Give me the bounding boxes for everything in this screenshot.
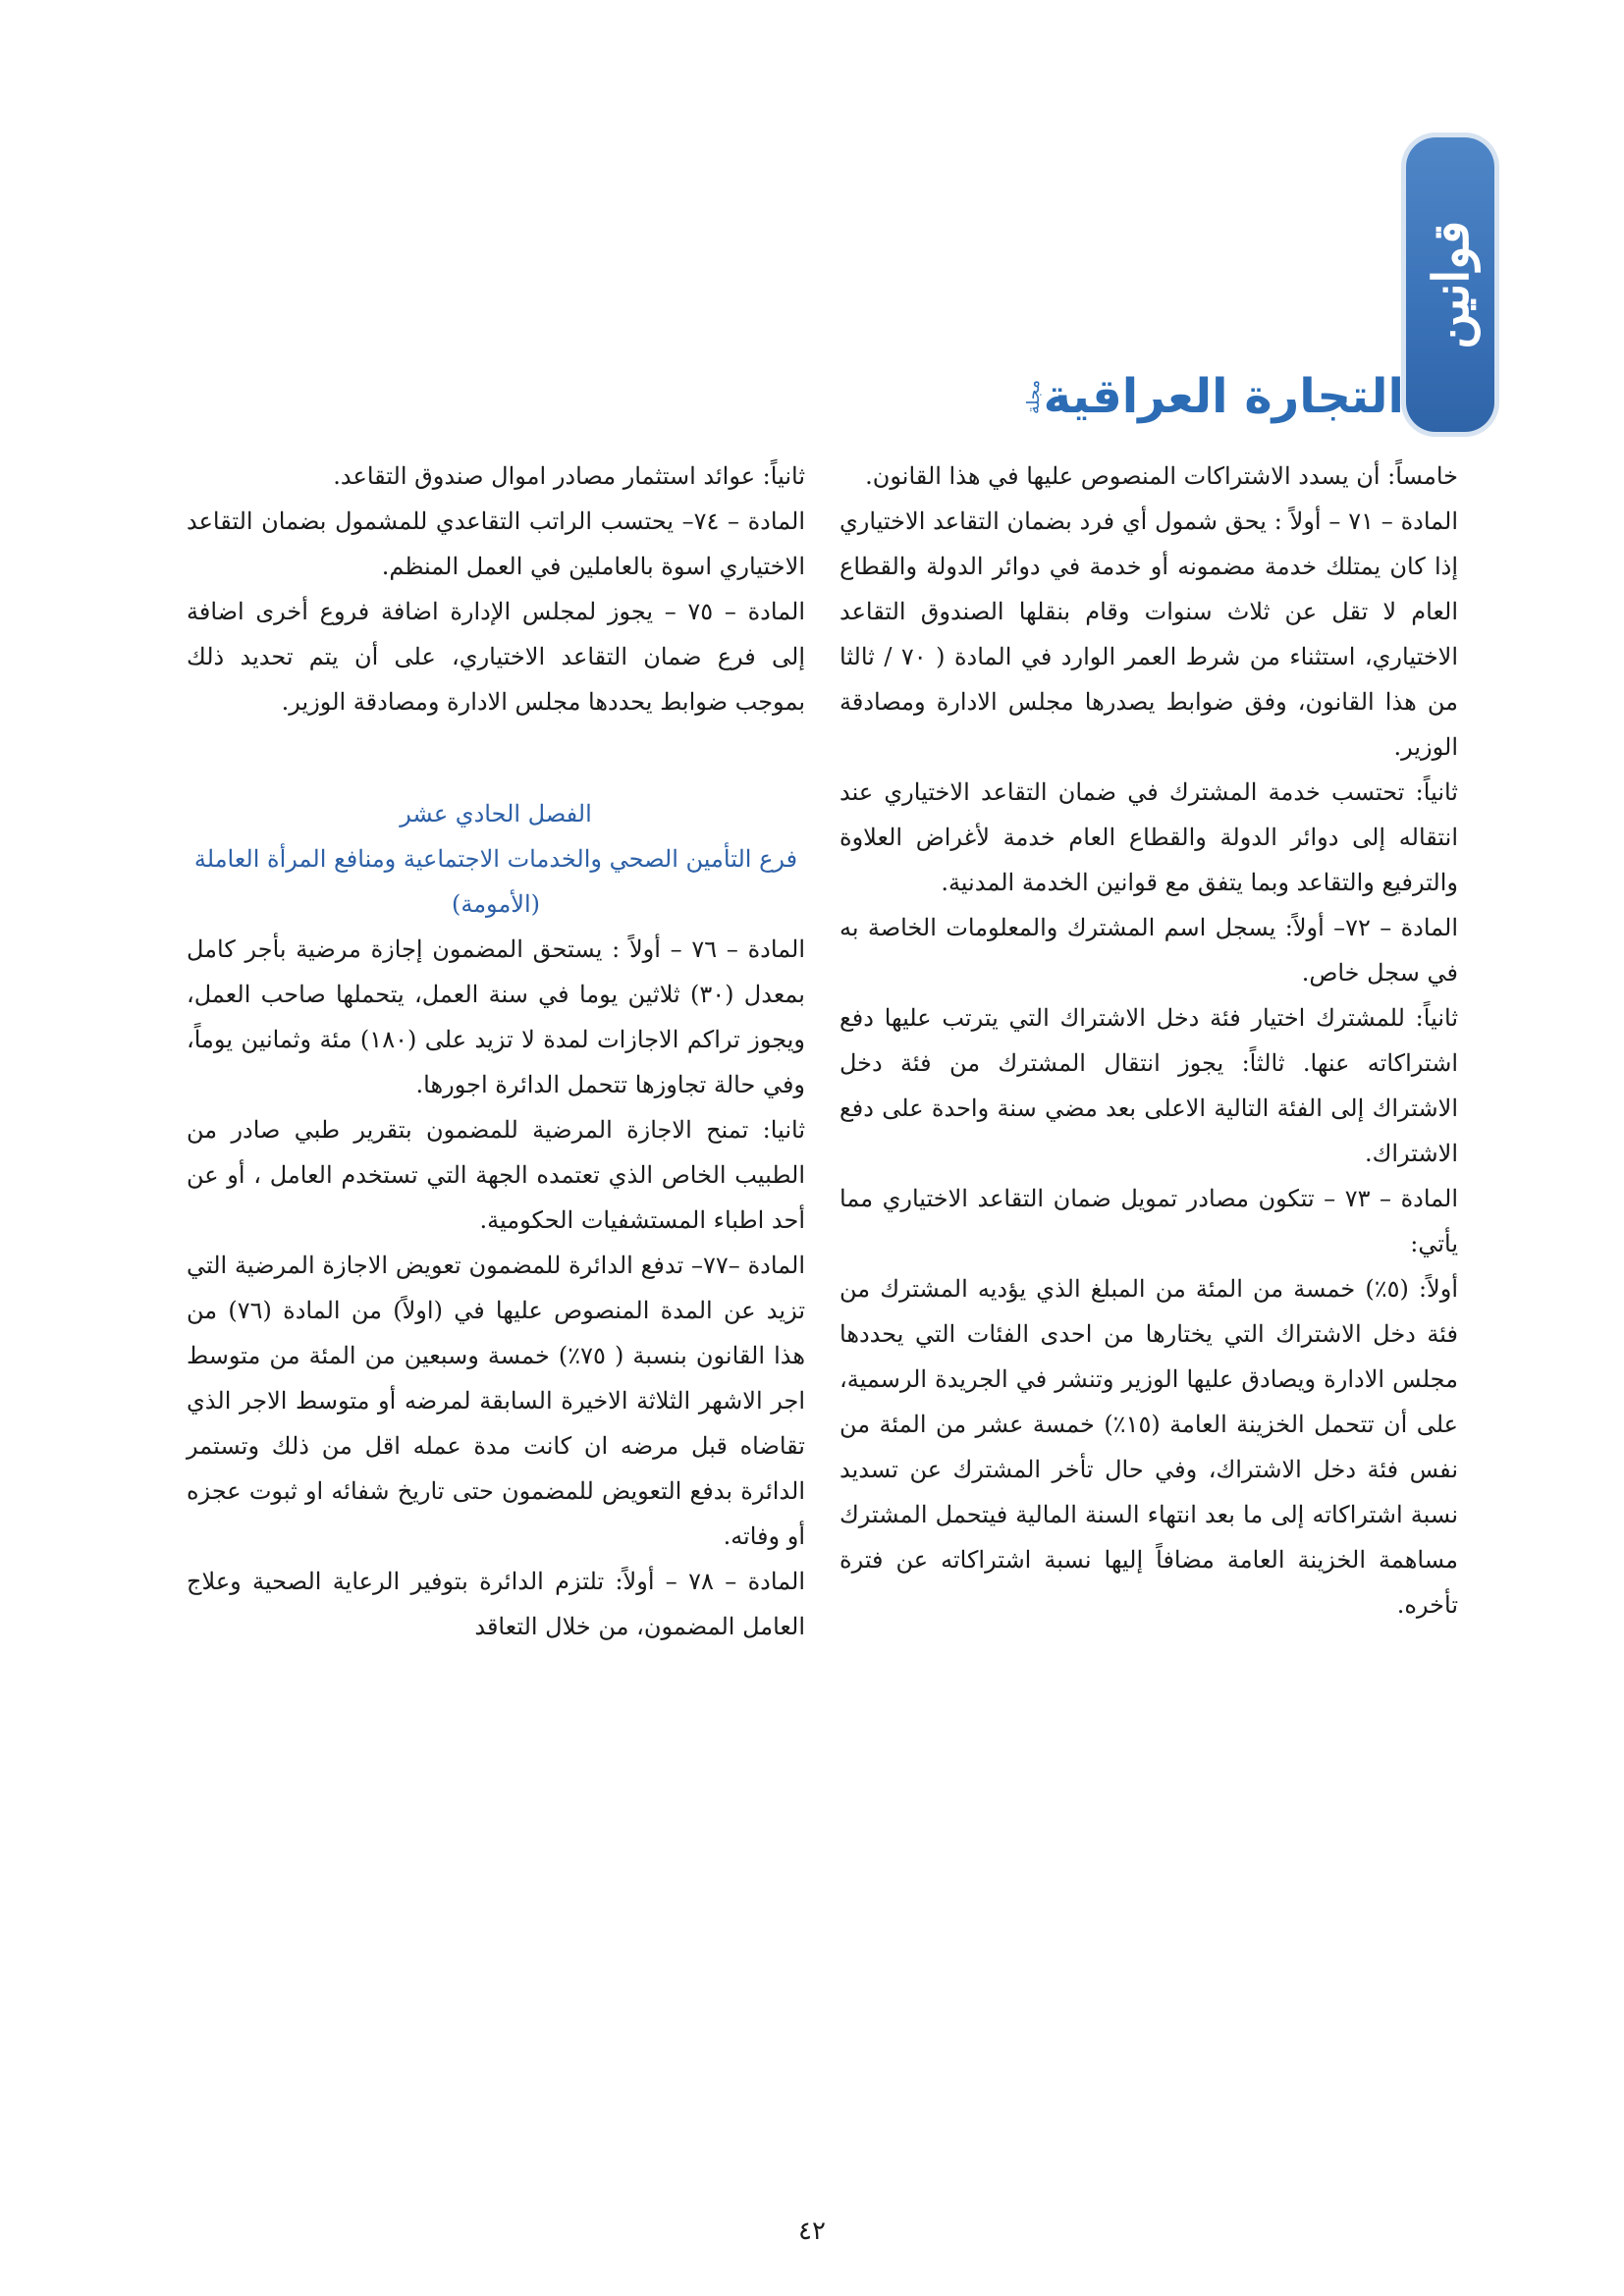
section-tab [1406, 137, 1494, 432]
paragraph: المادة – ٧٣ – تتكون مصادر تمويل ضمان التقاعد الاختياري مما يأتي: [839, 1185, 1458, 1257]
chapter-title: الفصل الحادي عشر [400, 800, 592, 828]
paragraph: خامساً: أن يسدد الاشتراكات المنصوص عليها في هذا القانون. [865, 462, 1458, 490]
page-number: ٤٢ [798, 2216, 826, 2246]
chapter-subtitle: فرع التأمين الصحي والخدمات الاجتماعية ومنافع المرأة العاملة (الأمومة) [193, 845, 798, 918]
paragraph: أولاً: (٥٪) خمسة من المئة من المبلغ الذي يؤديه المشترك من فئة دخل الاشتراك التي يختارها من احدى الفئات التي يحددها مجلس الادارة ويصادق عليها الوزير وتنشر في الجريدة الرسمية، على أن تتحمل الخزينة العامة (١٥٪) خمسة عشر من المئة من نفس فئة دخل الاشتراك، وفي حال تأخر المشترك عن تسديد نسبة اشتراكاته إلى ما بعد انتهاء السنة المالية فيتحمل المشترك مساهمة الخزينة العامة مضافاً إليها نسبة اشتراكاته عن فترة تأخره. [839, 1275, 1459, 1619]
magazine-logo [1023, 342, 1404, 424]
paragraph: المادة – ٧٦ – أولاً : يستحق المضمون إجازة مرضية بأجر كامل بمعدل (٣٠) ثلاثين يوما في سنة العمل، يتحملها صاحب العمل، ويجوز تراكم الاجازات لمدة لا تزيد على (١٨٠) مئة وثمانين يوماً، وفي حالة تجاوزها تتحمل الدائرة اجورها. [187, 935, 806, 1098]
paragraph: ثانيا: تمنح الاجازة المرضية للمضمون بتقرير طبي صادر من الطبيب الخاص الذي تعتمده الجهة التي تستخدم العامل ، أو عن أحد اطباء المستشفيات الحكومية. [187, 1116, 805, 1234]
paragraph: المادة –٧٧– تدفع الدائرة للمضمون تعويض الاجازة المرضية التي تزيد عن المدة المنصوص عليها في (اولاً) من المادة (٧٦) من هذا القانون بنسبة ( ٧٥٪) خمسة وسبعين من المئة من متوسط اجر الاشهر الثلاثة الاخيرة السابقة لمرضه أو متوسط الاجر الذي تقاضاه قبل مرضه ان كانت مدة عمله اقل من ذلك وتستمر الدائرة بدفع التعويض للمضمون حتى تاريخ شفائه او ثبوت عجزه أو وفاته. [187, 1252, 806, 1550]
paragraph: المادة – ٧٥ – يجوز لمجلس الإدارة اضافة فروع أخرى اضافة إلى فرع ضمان التقاعد الاختياري، على أن يتم تحديد ذلك بموجب ضوابط يحددها مجلس الادارة ومصادقة الوزير. [187, 598, 806, 716]
logo-small-text: مجلة [1023, 380, 1044, 414]
paragraph: المادة – ٧٨ – أولاً: تلتزم الدائرة بتوفير الرعاية الصحية وعلاج العامل المضمون، من خلال التعاقد [187, 1568, 805, 1640]
logo-main-text: التجارة العراقية [1043, 369, 1404, 424]
right-column [839, 454, 1458, 1628]
left-column [187, 454, 805, 1649]
paragraph: ثانياً: عوائد استثمار مصادر اموال صندوق التقاعد. [333, 462, 805, 490]
paragraph: المادة – ٧١ – أولاً : يحق شمول أي فرد بضمان التقاعد الاختياري إذا كان يمتلك خدمة مضمونه أو خدمة في دوائر الدولة والقطاع العام لا تقل عن ثلاث سنوات وقام بنقلها الصندوق التقاعد الاختياري، استثناء من شرط العمر الوارد في المادة ( ٧٠ / ثالثا من هذا القانون، وفق ضوابط يصدرها مجلس الادارة ومصادقة الوزير. [839, 507, 1459, 761]
paragraph: المادة – ٧٢– أولاً: يسجل اسم المشترك والمعلومات الخاصة به في سجل خاص. [839, 914, 1459, 987]
section-tab-label: قوانين [1421, 220, 1480, 349]
paragraph: ثانياً: تحتسب خدمة المشترك في ضمان التقاعد الاختياري عند انتقاله إلى دوائر الدولة والقطاع العام خدمة لأغراض العلاوة والترفيع والتقاعد وبما يتفق مع قوانين الخدمة المدنية. [839, 778, 1458, 896]
paragraph: ثانياً: للمشترك اختيار فئة دخل الاشتراك التي يترتب عليها دفع اشتراكاته عنها. ثالثاً: يجوز انتقال المشترك من فئة دخل الاشتراك إلى الفئة التالية الاعلى بعد مضي سنة واحدة على دفع الاشتراك. [839, 1004, 1458, 1167]
paragraph: المادة – ٧٤– يحتسب الراتب التقاعدي للمشمول بضمان التقاعد الاختياري اسوة بالعاملين في العمل المنظم. [187, 507, 805, 580]
